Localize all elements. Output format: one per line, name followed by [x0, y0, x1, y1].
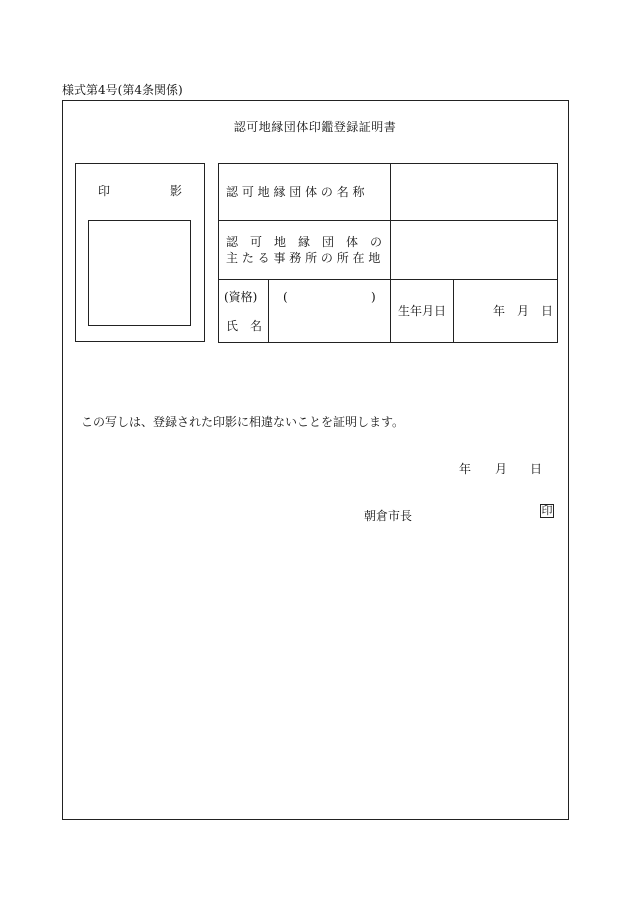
qualification-close-paren: ) [371, 290, 376, 304]
birth-month: 月 [517, 304, 530, 318]
issue-day: 日 [530, 462, 543, 476]
certificate-title: 認可地縁団体印鑑登録証明書 [233, 120, 397, 134]
qualification-open-paren: ( [283, 290, 288, 304]
seal-stamp-mark: 印 [541, 504, 553, 517]
issue-month: 月 [495, 462, 508, 476]
seal-label-right: 影 [170, 184, 183, 198]
seal-impression-area [88, 220, 191, 326]
table-column-divider [268, 279, 269, 343]
group-name-value [391, 164, 557, 220]
table-row-divider [218, 279, 558, 280]
birthdate-label: 生年月日 [398, 304, 447, 318]
office-address-label-line2: 主 た る 事 務 所 の 所 在 地 [226, 251, 381, 265]
group-name-label: 認 可 地 縁 団 体 の 名 称 [226, 185, 365, 199]
issue-year: 年 [459, 462, 472, 476]
seal-label-left: 印 [98, 184, 111, 198]
office-address-label-line1: 認 可 地 縁 団 体 の [226, 235, 383, 249]
office-address-value [391, 221, 557, 279]
representative-name-label: 氏 名 [226, 319, 263, 333]
qualification-label: (資格) [224, 290, 258, 304]
mayor-title: 朝倉市長 [364, 509, 413, 523]
certification-text: この写しは、登録された印影に相違ないことを証明します。 [81, 415, 405, 429]
birth-day: 日 [541, 304, 554, 318]
form-number: 様式第4号(第4条関係) [62, 83, 183, 97]
birth-year: 年 [493, 304, 506, 318]
table-column-divider [453, 279, 454, 343]
